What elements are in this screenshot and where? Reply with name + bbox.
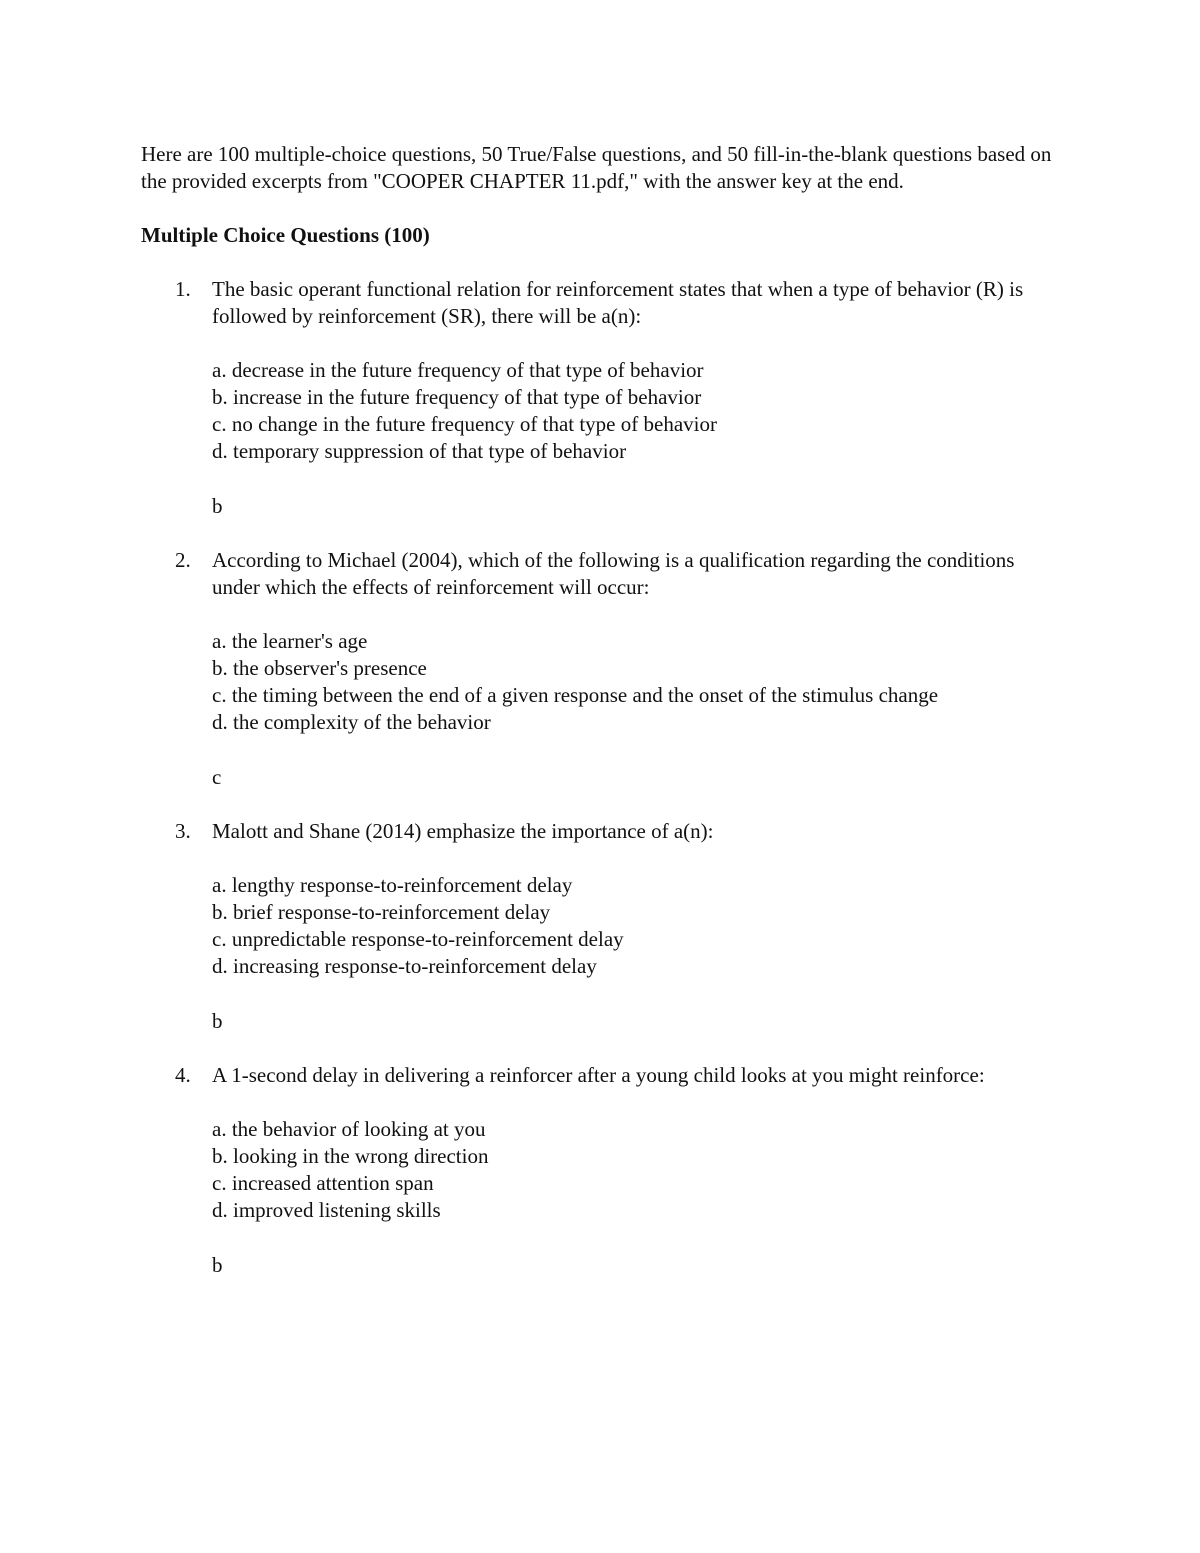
answer-key: b xyxy=(212,1253,223,1277)
answer-key: b xyxy=(212,494,223,518)
option-list xyxy=(212,357,1061,465)
question-item xyxy=(141,276,1061,520)
question-item xyxy=(141,1062,1061,1279)
question-number: 2. xyxy=(175,548,191,572)
option-c: c. increased attention span xyxy=(212,1171,434,1195)
option-c: c. unpredictable response-to-reinforcement delay xyxy=(212,927,624,951)
option-a: a. lengthy response-to-reinforcement delay xyxy=(212,873,573,897)
option-c: c. the timing between the end of a given response and the onset of the stimulus change xyxy=(212,683,939,707)
option-list xyxy=(212,872,1061,980)
option-list xyxy=(212,1116,1061,1224)
question-text: The basic operant functional relation for reinforcement states that when a type of behavior (R) is followed by reinforcement (SR), there will be a(n): xyxy=(212,277,1024,328)
question-item xyxy=(141,818,1061,1035)
question-number: 4. xyxy=(175,1063,191,1087)
question-number: 3. xyxy=(175,819,191,843)
document-page xyxy=(141,141,1061,1306)
option-d: d. improved listening skills xyxy=(212,1198,441,1222)
intro-paragraph: Here are 100 multiple-choice questions, 50 True/False questions, and 50 fill-in-the-blank questions based on the provided excerpts from "COOPER CHAPTER 11.pdf," with the answer key at the end. xyxy=(141,142,1052,193)
answer-key: b xyxy=(212,1009,223,1033)
option-b: b. looking in the wrong direction xyxy=(212,1144,489,1168)
question-list xyxy=(141,276,1061,1279)
option-b: b. increase in the future frequency of that type of behavior xyxy=(212,385,702,409)
option-a: a. the learner's age xyxy=(212,629,368,653)
question-text: Malott and Shane (2014) emphasize the importance of a(n): xyxy=(212,819,714,843)
option-d: d. increasing response-to-reinforcement delay xyxy=(212,954,597,978)
option-a: a. decrease in the future frequency of that type of behavior xyxy=(212,358,704,382)
option-d: d. the complexity of the behavior xyxy=(212,710,491,734)
option-d: d. temporary suppression of that type of behavior xyxy=(212,439,627,463)
option-a: a. the behavior of looking at you xyxy=(212,1117,486,1141)
question-text: A 1-second delay in delivering a reinforcer after a young child looks at you might reinforce: xyxy=(212,1063,985,1087)
question-item xyxy=(141,547,1061,791)
question-number: 1. xyxy=(175,277,191,301)
answer-key: c xyxy=(212,765,222,789)
option-b: b. brief response-to-reinforcement delay xyxy=(212,900,551,924)
option-c: c. no change in the future frequency of that type of behavior xyxy=(212,412,717,436)
section-title: Multiple Choice Questions (100) xyxy=(141,223,430,247)
option-list xyxy=(212,628,1061,736)
question-text: According to Michael (2004), which of the following is a qualification regarding the conditions under which the effects of reinforcement will occur: xyxy=(212,548,1015,599)
option-b: b. the observer's presence xyxy=(212,656,427,680)
